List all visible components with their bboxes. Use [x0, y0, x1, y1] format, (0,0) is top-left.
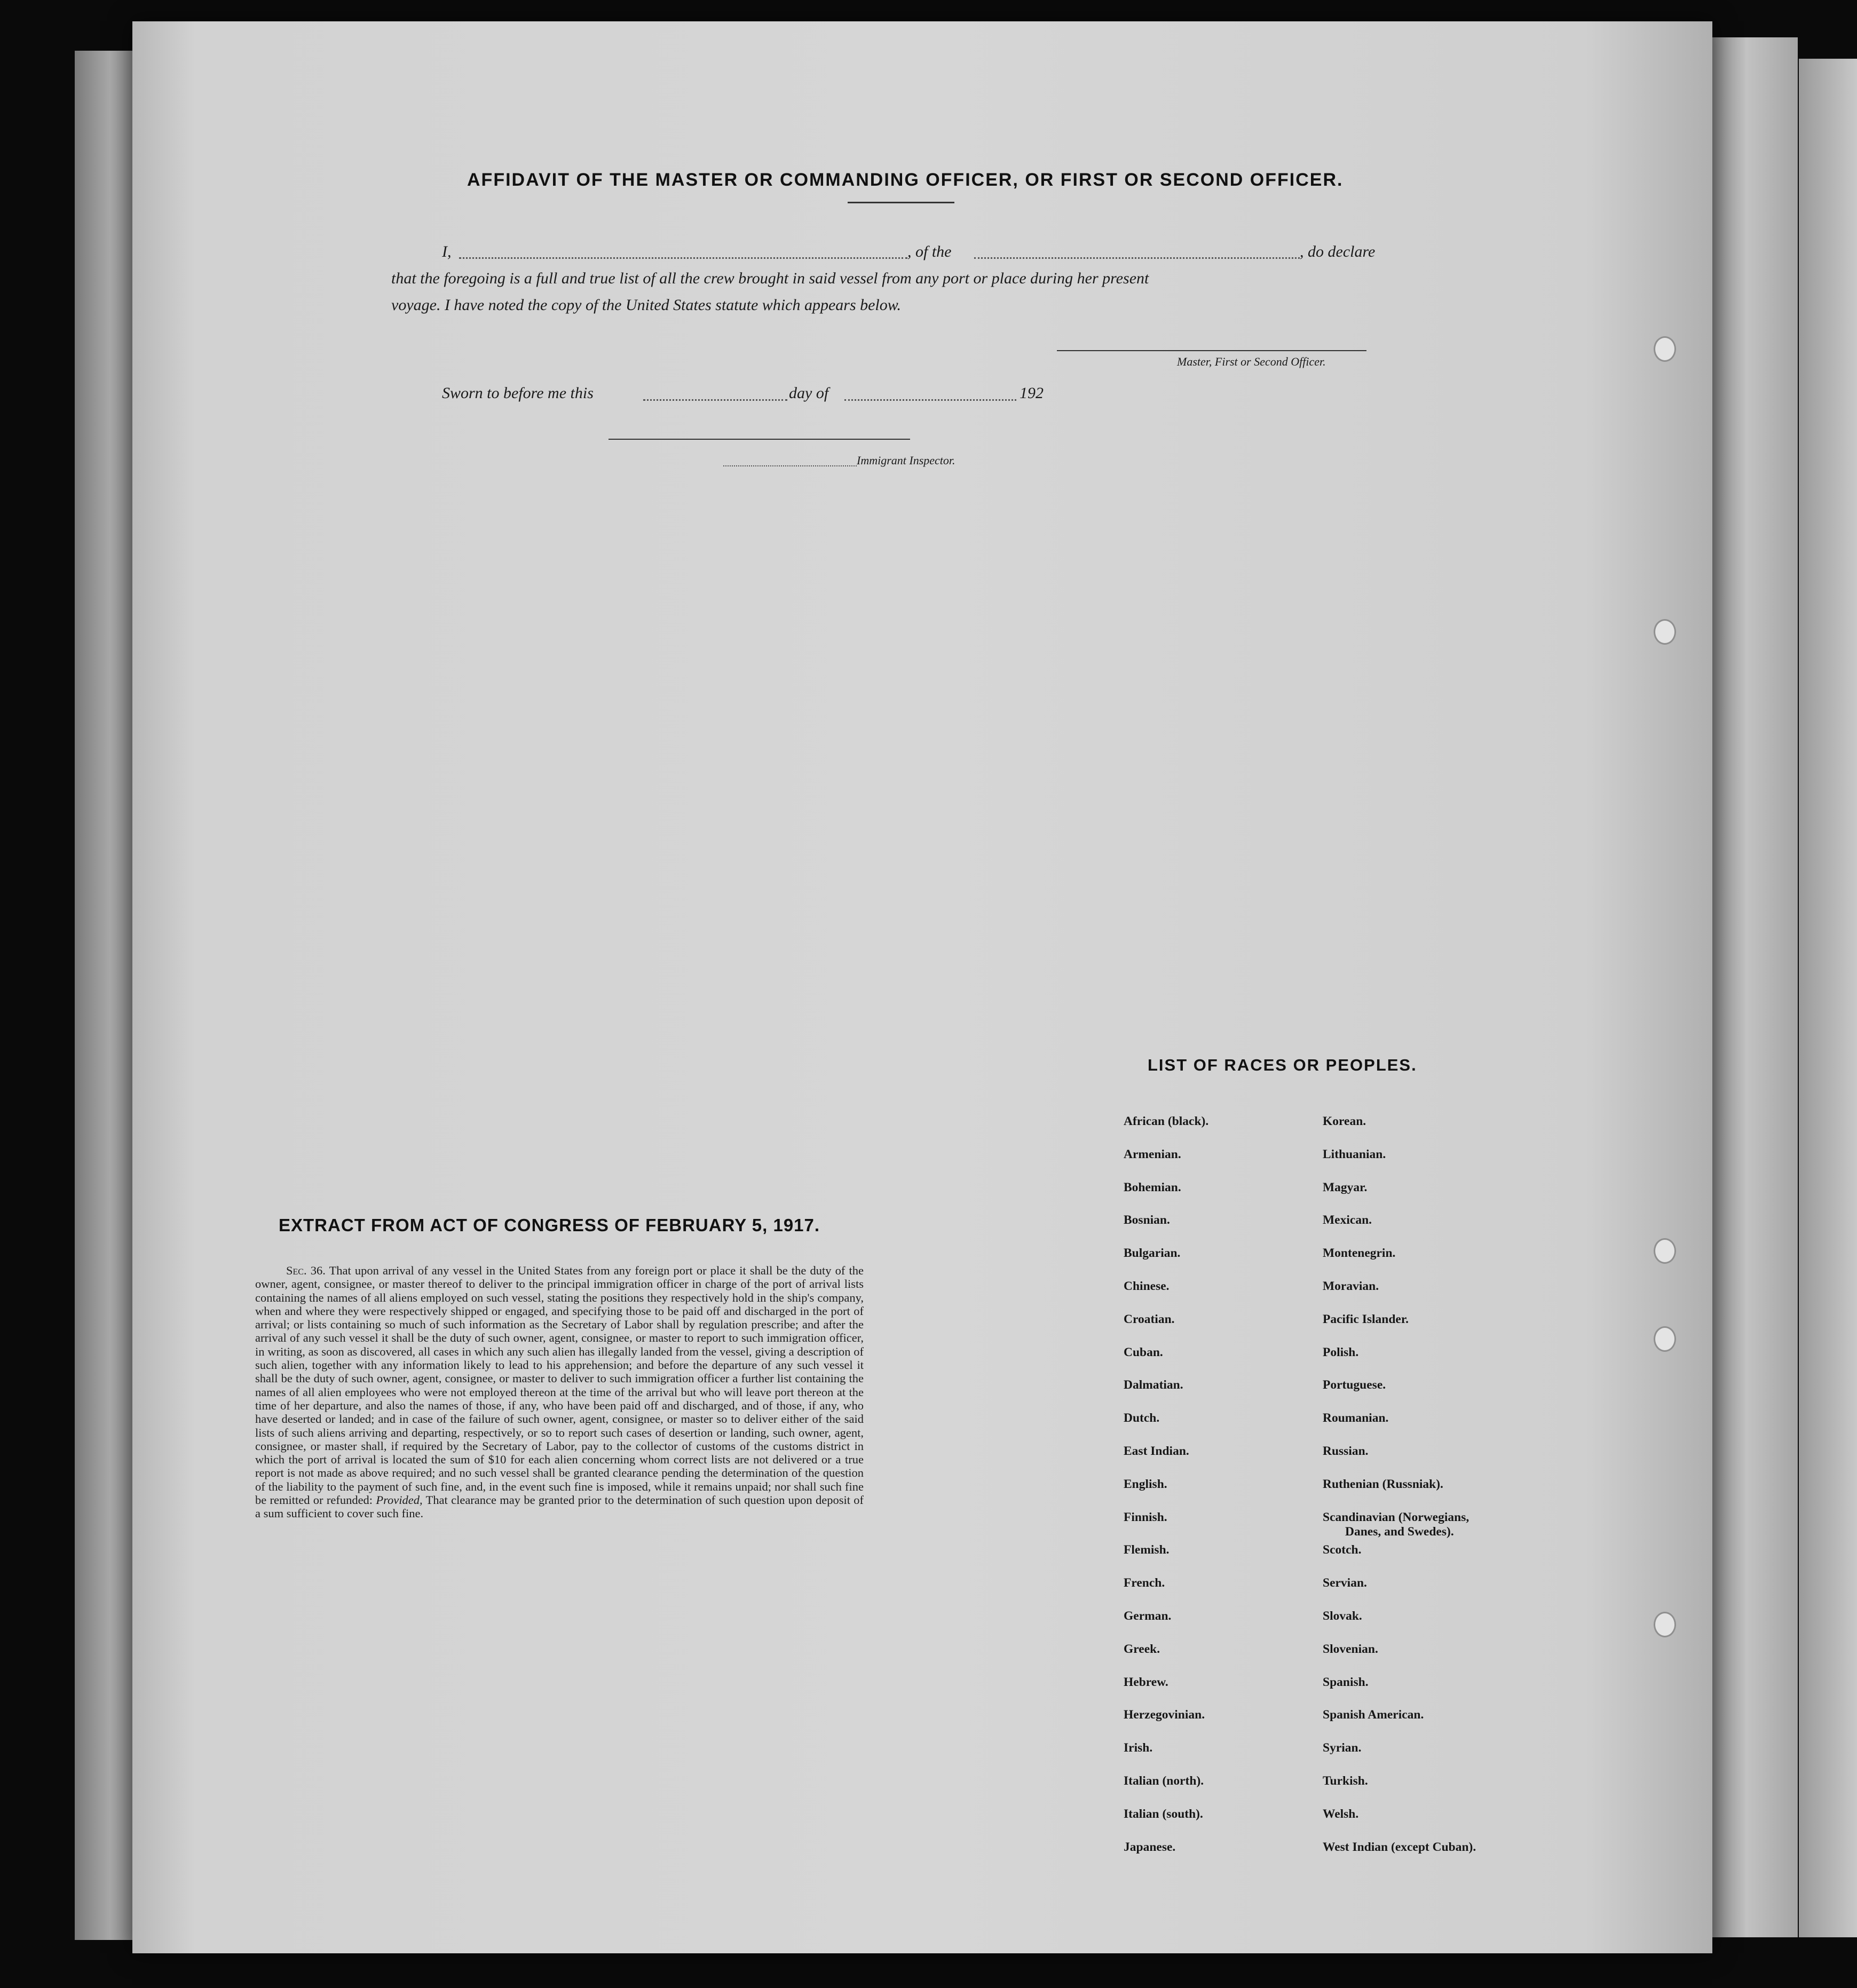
- extract-body: [255, 1264, 864, 1520]
- punch-hole: [1654, 1326, 1676, 1352]
- race-item: Cuban.: [1124, 1345, 1163, 1359]
- adjacent-page-far-right: [1799, 59, 1857, 1937]
- section-label: Sec. 36.: [286, 1264, 326, 1277]
- race-item: Chinese.: [1124, 1279, 1169, 1293]
- race-item: English.: [1124, 1477, 1167, 1491]
- race-item: Roumanian.: [1323, 1411, 1389, 1425]
- race-item: Italian (north).: [1124, 1774, 1204, 1788]
- race-item: Bohemian.: [1124, 1180, 1181, 1194]
- affidavit-line-3: voyage. I have noted the copy of the United States statute which appears below.: [391, 296, 902, 314]
- adjacent-page-right: [1712, 37, 1798, 1937]
- race-item: Italian (south).: [1124, 1807, 1203, 1821]
- race-item-continuation: Danes, and Swedes).: [1345, 1524, 1454, 1539]
- race-item: Dalmatian.: [1124, 1378, 1183, 1392]
- sworn-prefix: Sworn to before me this: [442, 384, 594, 402]
- affidavit-line-2: that the foregoing is a full and true list of all the crew brought in said vessel from any port or place during her present: [391, 270, 1149, 287]
- sworn-year: 192: [1020, 384, 1044, 402]
- race-item: East Indian.: [1124, 1444, 1189, 1458]
- affidavit-declare-label: , do declare: [1300, 243, 1376, 260]
- vessel-blank: [974, 257, 1300, 259]
- race-item: Bosnian.: [1124, 1213, 1170, 1227]
- punch-hole: [1654, 336, 1676, 362]
- race-item: African (black).: [1124, 1114, 1209, 1128]
- race-item: Bulgarian.: [1124, 1246, 1181, 1261]
- race-item: Russian.: [1323, 1444, 1369, 1458]
- title-rule: [848, 202, 954, 203]
- race-item: West Indian (except Cuban).: [1323, 1840, 1476, 1854]
- affidavit-title: AFFIDAVIT OF THE MASTER OR COMMANDING OFFICER, OR FIRST OR SECOND OFFICER.: [467, 170, 1344, 190]
- race-item: Armenian.: [1124, 1147, 1181, 1161]
- race-item: Servian.: [1323, 1576, 1367, 1590]
- race-item: Korean.: [1323, 1114, 1366, 1128]
- race-item: Slovenian.: [1323, 1642, 1378, 1656]
- extract-text-main: That upon arrival of any vessel in the United States from any foreign port or place it shall be the duty of the owner, agent, consignee, or master thereof to deliver to the principal immigration officer in charge of the port of arrival lists containing the names of all aliens employed on such vessel, stating the positions they respectively hold in the ship's company, when and where they were respectively shipped or engaged, and specifying those to be paid off and discharged in the port of arrival; or lists containing so much of such information as the Secretary of Labor shall by regulation prescribe; and after the arrival of any such vessel it shall be the duty of such owner, agent, consignee, or master to report to such immigration officer, in writing, as soon as discovered, all cases in which any such alien has illegally landed from the vessel, giving a description of such alien, together with any information likely to lead to his apprehension; and before the departure of any such vessel it shall be the duty of such owner, agent, consignee, or master to deliver to such immigration officer a further list containing the names of all alien employees who were not employed thereon at the time of the arrival but who will leave port thereon at the time of her departure, and also the names of those, if any, who have been paid off and discharged, and of those, if any, who have deserted or landed; and in case of the failure of such owner, agent, consignee, or master so to deliver either of the said lists of such aliens arriving and departing, respectively, or so to report such cases of desertion or landing, such owner, agent, consignee, or master shall, if required by the Secretary of Labor, pay to the collector of customs of the customs district in which the port of arrival is located the sum of $10 for each alien concerning whom correct lists are not delivered or a true report is not made as above required; and no such vessel shall be granted clearance pending the determination of the question of the liability to the payment of such fine, and, in the event such fine is imposed, while it remains unpaid; nor shall such fine be remitted or refunded:: [255, 1264, 864, 1507]
- race-item: Montenegrin.: [1323, 1246, 1396, 1261]
- race-item: Dutch.: [1124, 1411, 1160, 1425]
- extract-title: EXTRACT FROM ACT OF CONGRESS OF FEBRUARY 5, 1917.: [279, 1215, 820, 1235]
- race-item: Moravian.: [1323, 1279, 1379, 1293]
- race-item: Herzegovinian.: [1124, 1708, 1205, 1722]
- race-item: Spanish American.: [1323, 1708, 1424, 1722]
- race-item: Greek.: [1124, 1642, 1160, 1656]
- affidavit-of-the-label: , of the: [907, 243, 952, 260]
- race-item: Pacific Islander.: [1323, 1312, 1409, 1326]
- race-item: Mexican.: [1323, 1213, 1372, 1227]
- race-item: Welsh.: [1323, 1807, 1359, 1821]
- inspector-signature-line: [609, 439, 910, 440]
- signature-line: [1057, 350, 1366, 351]
- affidavit-i-label: I,: [442, 243, 452, 260]
- race-item: Lithuanian.: [1323, 1147, 1386, 1161]
- signature-label: Master, First or Second Officer.: [1177, 355, 1326, 368]
- race-item: Magyar.: [1323, 1180, 1368, 1194]
- punch-hole: [1654, 619, 1676, 645]
- race-item: Portuguese.: [1323, 1378, 1386, 1392]
- race-item: Syrian.: [1323, 1741, 1362, 1755]
- name-blank: [459, 257, 907, 259]
- race-item: Irish.: [1124, 1741, 1153, 1755]
- sworn-day-label: day of: [789, 384, 829, 402]
- races-title: LIST OF RACES OR PEOPLES.: [1148, 1056, 1417, 1074]
- punch-hole: [1654, 1238, 1676, 1264]
- race-item: French.: [1124, 1576, 1165, 1590]
- punch-hole: [1654, 1612, 1676, 1637]
- sworn-day-blank: [643, 399, 787, 401]
- race-item: Turkish.: [1323, 1774, 1368, 1788]
- race-item: Scandinavian (Norwegians,: [1323, 1510, 1469, 1524]
- race-item: Ruthenian (Russniak).: [1323, 1477, 1443, 1491]
- inspector-dots: [723, 465, 857, 466]
- extract-text-proviso: That clearance may be granted prior to the determination of such question upon deposit of a sum sufficient to cover such fine.: [255, 1493, 864, 1520]
- inspector-label: Immigrant Inspector.: [857, 454, 955, 467]
- race-item: Croatian.: [1124, 1312, 1175, 1326]
- race-item: Slovak.: [1323, 1609, 1362, 1623]
- race-item: Finnish.: [1124, 1510, 1167, 1524]
- race-item: Polish.: [1323, 1345, 1359, 1359]
- provided-label: Provided,: [376, 1493, 423, 1507]
- sworn-month-blank: [844, 399, 1016, 401]
- race-item: Scotch.: [1323, 1543, 1362, 1557]
- adjacent-page-left: [75, 51, 133, 1940]
- race-item: Japanese.: [1124, 1840, 1176, 1854]
- race-item: German.: [1124, 1609, 1172, 1623]
- race-item: Spanish.: [1323, 1675, 1369, 1689]
- race-item: Flemish.: [1124, 1543, 1169, 1557]
- race-item: Hebrew.: [1124, 1675, 1168, 1689]
- document-page: [132, 21, 1712, 1953]
